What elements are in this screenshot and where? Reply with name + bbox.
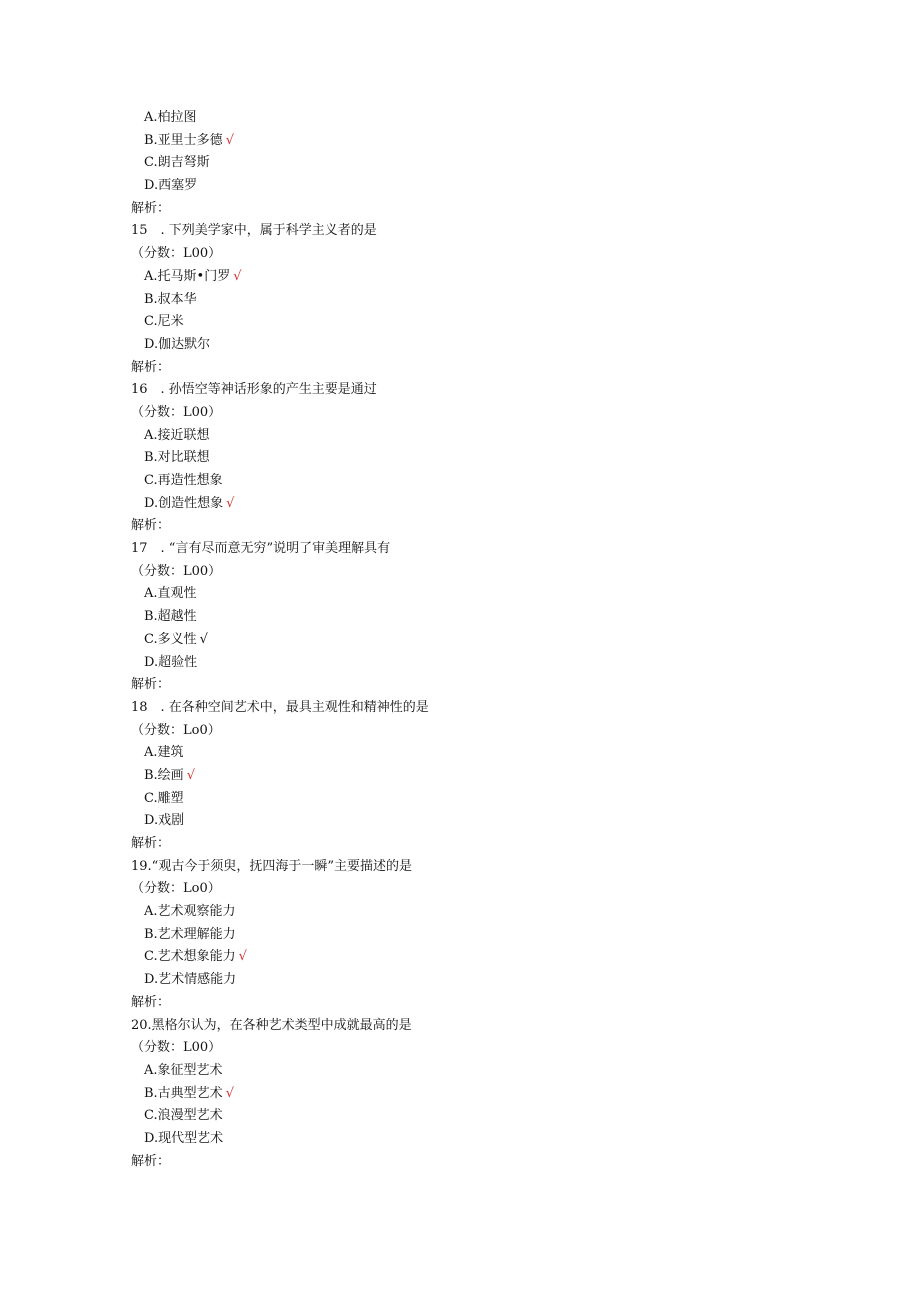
question-stem xyxy=(131,697,831,720)
analysis-label xyxy=(131,198,831,221)
correct-mark-icon: √ xyxy=(226,495,235,511)
answer-option-text: B.叔本华 xyxy=(144,291,197,307)
correct-mark-icon: √ xyxy=(186,767,195,783)
answer-option-text: D.现代型艺术 xyxy=(144,1130,224,1146)
analysis-label-text: 解析： xyxy=(131,518,171,534)
analysis-label-text: 解析： xyxy=(131,200,171,216)
answer-option xyxy=(131,629,831,652)
answer-option-text: C.尼米 xyxy=(144,314,184,330)
correct-mark-icon: √ xyxy=(225,1085,234,1101)
answer-option-text: C.浪漫型艺术 xyxy=(144,1108,223,1124)
analysis-label xyxy=(131,833,831,856)
answer-option xyxy=(131,470,831,493)
answer-option-text: C.雕塑 xyxy=(144,790,184,806)
answer-option xyxy=(131,946,831,969)
analysis-label xyxy=(131,357,831,380)
score-note-text: （分数：L00） xyxy=(131,246,222,262)
answer-option xyxy=(131,1083,831,1106)
question-stem-text: 19.“观古今于须臾，抚四海于一瞬”主要描述的是 xyxy=(131,858,412,874)
analysis-label-text: 解析： xyxy=(131,677,171,693)
question-stem-text: 17 . “言有尽而意无穷”说明了审美理解具有 xyxy=(131,541,391,557)
question-stem xyxy=(131,379,831,402)
analysis-label xyxy=(131,1151,831,1174)
answer-option xyxy=(131,1105,831,1128)
answer-option-text: A.象征型艺术 xyxy=(144,1062,223,1078)
answer-option-text: B.亚里士多德 xyxy=(144,132,223,148)
exam-document xyxy=(131,107,831,1173)
question-stem-text: 20.黑格尔认为，在各种艺术类型中成就最高的是 xyxy=(131,1017,412,1033)
answer-option xyxy=(131,130,831,153)
analysis-label-text: 解析： xyxy=(131,359,171,375)
analysis-label xyxy=(131,674,831,697)
answer-option xyxy=(131,810,831,833)
answer-option xyxy=(131,289,831,312)
analysis-label-text: 解析： xyxy=(131,994,171,1010)
answer-option-text: D.艺术情感能力 xyxy=(144,972,237,988)
answer-option-text: C.多义性 xyxy=(144,631,197,647)
answer-option-text: D.戏剧 xyxy=(144,813,185,829)
answer-option xyxy=(131,742,831,765)
answer-option xyxy=(131,606,831,629)
analysis-label xyxy=(131,992,831,1015)
answer-option xyxy=(131,901,831,924)
answer-option-text: C.艺术想象能力 xyxy=(144,949,236,965)
answer-option-text: A.建筑 xyxy=(144,745,184,761)
answer-option xyxy=(131,788,831,811)
answer-option-text: D.超验性 xyxy=(144,654,198,670)
answer-option xyxy=(131,311,831,334)
answer-option-text: B.对比联想 xyxy=(144,450,210,466)
question-stem xyxy=(131,220,831,243)
score-note-text: （分数：L00） xyxy=(131,563,222,579)
answer-option-text: C.再造性想象 xyxy=(144,473,223,488)
answer-option xyxy=(131,924,831,947)
score-note xyxy=(131,243,831,266)
answer-option xyxy=(131,334,831,357)
answer-option-text: D.创造性想象 xyxy=(144,495,224,511)
score-note-text: （分数：Lo0） xyxy=(131,722,221,738)
question-stem-text: 15 . 下列美学家中，属于科学主义者的是 xyxy=(131,223,377,239)
score-note xyxy=(131,720,831,743)
score-note-text: （分数：L00） xyxy=(131,404,222,420)
answer-option-text: A.直观性 xyxy=(144,586,197,602)
analysis-label-text: 解析： xyxy=(131,1153,171,1169)
answer-option-text: B.超越性 xyxy=(144,609,197,625)
question-stem-text: 16 . 孙悟空等神话形象的产生主要是通过 xyxy=(131,382,377,398)
answer-option-text: D.伽达默尔 xyxy=(144,336,211,352)
answer-option-text: A.接近联想 xyxy=(144,427,210,443)
score-note xyxy=(131,1037,831,1060)
question-stem xyxy=(131,538,831,561)
score-note xyxy=(131,402,831,425)
correct-mark-icon: √ xyxy=(199,631,208,647)
answer-option-text: B.艺术理解能力 xyxy=(144,926,236,942)
analysis-label xyxy=(131,515,831,538)
answer-option xyxy=(131,266,831,289)
correct-mark-icon: √ xyxy=(225,132,234,148)
answer-option-text: A.托马斯•门罗 xyxy=(144,268,231,284)
answer-option xyxy=(131,107,831,130)
answer-option xyxy=(131,1060,831,1083)
answer-option xyxy=(131,1128,831,1151)
answer-option xyxy=(131,425,831,448)
score-note-text: （分数：L00） xyxy=(131,1040,222,1056)
score-note xyxy=(131,561,831,584)
answer-option xyxy=(131,652,831,675)
correct-mark-icon: √ xyxy=(238,949,247,965)
answer-option xyxy=(131,152,831,175)
answer-option-text: B.古典型艺术 xyxy=(144,1085,223,1101)
question-stem-text: 18 . 在各种空间艺术中，最具主观性和精神性的是 xyxy=(131,699,429,715)
answer-option xyxy=(131,583,831,606)
question-stem xyxy=(131,856,831,879)
answer-option-text: A.柏拉图 xyxy=(144,110,197,125)
answer-option-text: D.西塞罗 xyxy=(144,178,198,194)
answer-option xyxy=(131,969,831,992)
question-stem xyxy=(131,1015,831,1038)
answer-option-text: B.绘画 xyxy=(144,767,184,783)
answer-option xyxy=(131,493,831,516)
correct-mark-icon: √ xyxy=(233,268,242,284)
analysis-label-text: 解析： xyxy=(131,836,171,851)
answer-option-text: C.朗吉弩斯 xyxy=(144,155,210,171)
answer-option xyxy=(131,765,831,788)
score-note-text: （分数：Lo0） xyxy=(131,881,221,897)
answer-option-text: A.艺术观察能力 xyxy=(144,904,236,920)
answer-option xyxy=(131,447,831,470)
score-note xyxy=(131,878,831,901)
answer-option xyxy=(131,175,831,198)
